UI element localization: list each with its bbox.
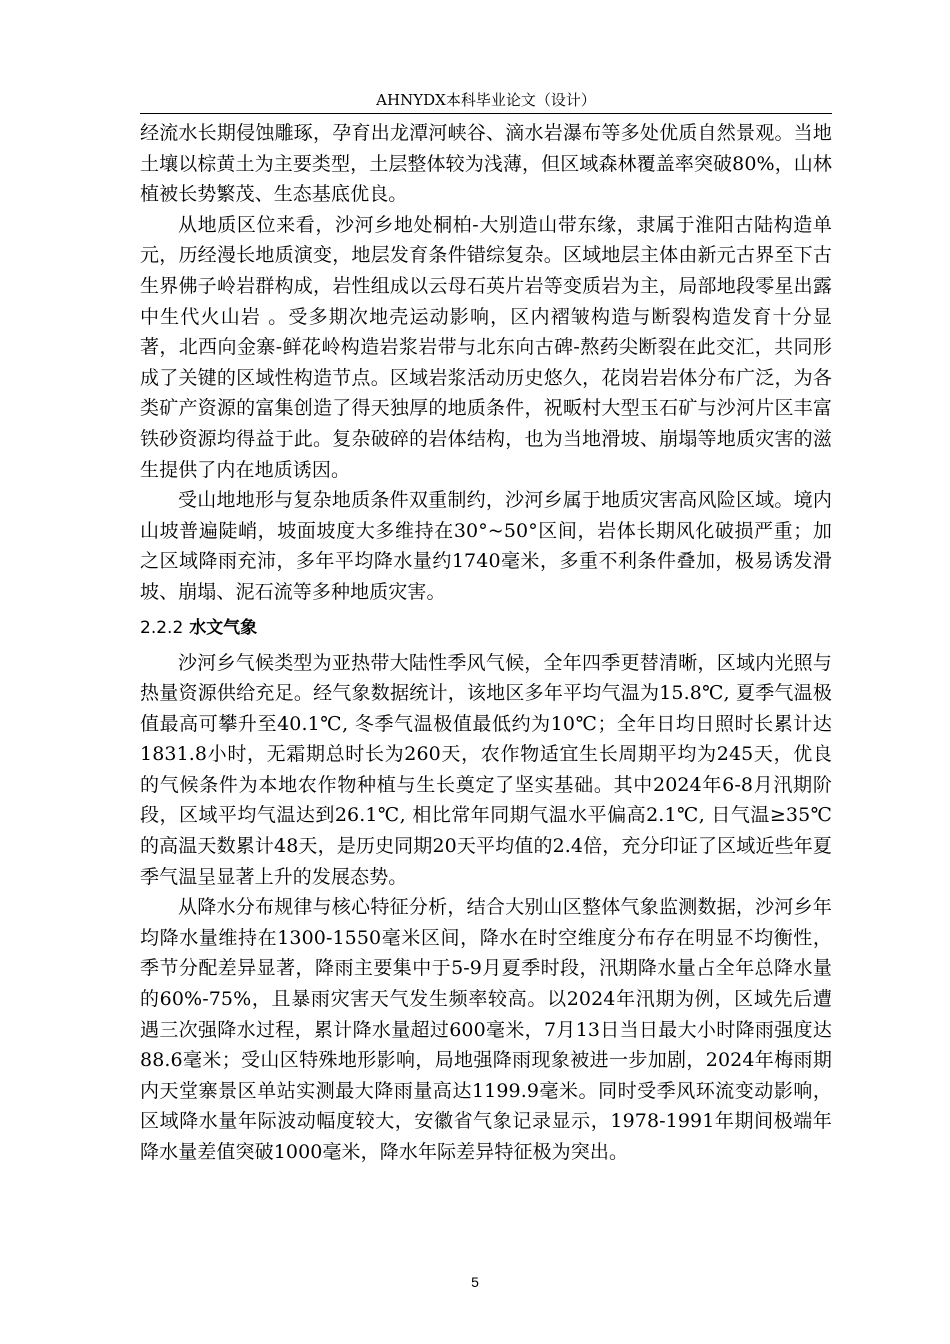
document-body bbox=[140, 118, 832, 1168]
paragraph-hazards: 受山地地形与复杂地质条件双重制约，沙河乡属于地质灾害高风险区域。境内山坡普遍陡峭，坡面坡度大多维持在30°~50°区间，岩体长期风化破损严重；加之区域降雨充沛，多年平均降水量约1740毫米，多重不利条件叠加，极易诱发滑坡、崩塌、泥石流等多种地质灾害。 bbox=[140, 489, 832, 603]
paragraph-continued: 经流水长期侵蚀雕琢，孕育出龙潭河峡谷、滴水岩瀑布等多处优质自然景观。当地土壤以棕黄土为主要类型，土层整体较为浅薄，但区域森林覆盖率突破80%，山林植被长势繁茂、生态基底优良。 bbox=[140, 122, 832, 206]
header-rule bbox=[140, 113, 832, 114]
section-number: 2.2.2 bbox=[140, 617, 184, 638]
paragraph-climate: 沙河乡气候类型为亚热带大陆性季风气候，全年四季更替清晰，区域内光照与热量资源供给充足。经气象数据统计，该地区多年平均气温为15.8℃, 夏季气温极值最高可攀升至40.1℃, 冬季气温极值最低约为10℃；全年日均日照时长累计达1831.8小时，无霜期总时长为260天，农作物适宜生长周期平均为245天，优良的气候条件为本地农作物种植与生长奠定了坚实基础。其中2024年6-8月汛期阶段，区域平均气温达到26.1℃, 相比常年同期气温水平偏高2.1℃, 日气温≥35℃的高温天数累计48天，是历史同期20天平均值的2.4倍，充分印证了区域近些年夏季气温呈显著上升的发展态势。 bbox=[140, 651, 832, 888]
section-heading bbox=[140, 608, 832, 648]
page-number: 5 bbox=[471, 1274, 479, 1290]
section-title: 水文气象 bbox=[189, 617, 258, 638]
paragraph-geology: 从地质区位来看，沙河乡地处桐柏-大别造山带东缘，隶属于淮阳古陆构造单元，历经漫长地质演变，地层发育条件错综复杂。区域地层主体由新元古界至下古生界佛子岭岩群构成，岩性组成以云母石英片岩等变质岩为主，局部地段零星出露中生代火山岩 。受多期次地壳运动影响，区内褶皱构造与断裂构造发育十分显著，北西向金寨-鲜花岭构造岩浆岩带与北东向古碑-熬药尖断裂在此交汇，共同形成了关键的区域性构造节点。区域岩浆活动历史悠久，花岗岩岩体分布广泛，为各类矿产资源的富集创造了得天独厚的地质条件，祝畈村大型玉石矿与沙河片区丰富铁砂资源均得益于此。复杂破碎的岩体结构，也为当地滑坡、崩塌等地质灾害的滋生提供了内在地质诱因。 bbox=[140, 213, 832, 481]
running-header: AHNYDX本科毕业论文（设计） bbox=[376, 91, 596, 109]
paragraph-precipitation: 从降水分布规律与核心特征分析，结合大别山区整体气象监测数据，沙河乡年均降水量维持在1300-1550毫米区间，降水在时空维度分布存在明显不均衡性，季节分配差异显著，降雨主要集中于5-9月夏季时段，汛期降水量占全年总降水量的60%-75%，且暴雨灾害天气发生频率较高。以2024年汛期为例，区域先后遭遇三次强降水过程，累计降水量超过600毫米，7月13日当日最大小时降雨强度达88.6毫米；受山区特殊地形影响，局地强降雨现象被进一步加剧，2024年梅雨期内天堂寨景区单站实测最大降雨量高达1199.9毫米。同时受季风环流变动影响，区域降水量年际波动幅度较大，安徽省气象记录显示，1978-1991年期间极端年降水量差值突破1000毫米，降水年际差异特征极为突出。 bbox=[140, 896, 832, 1163]
